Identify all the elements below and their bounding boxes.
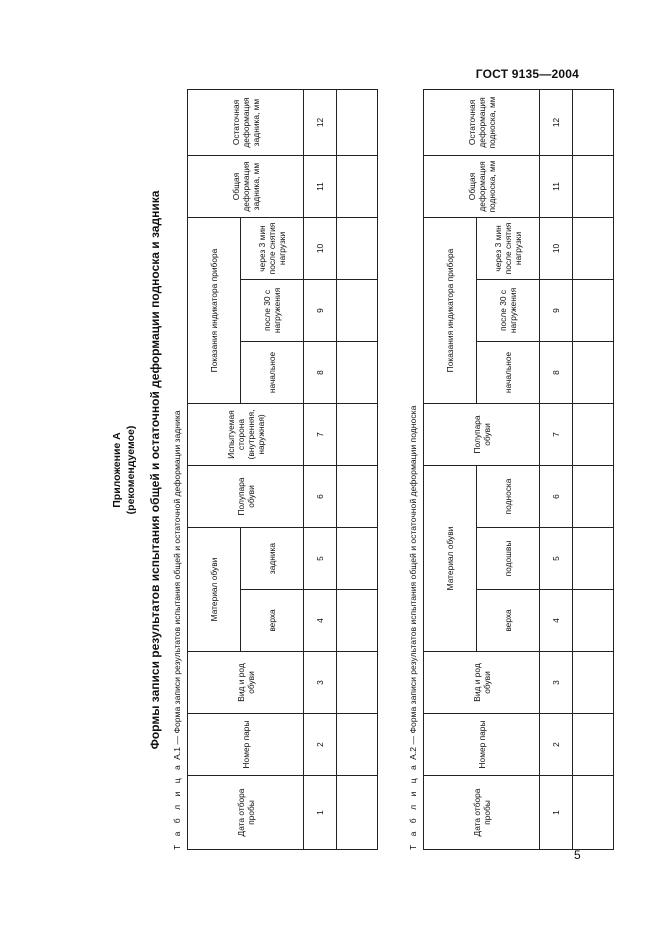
t2-num: 12	[540, 89, 573, 155]
table1-caption: Т а б л и ц а А.1 — Форма записи результатов испытания общей и остаточной деформации задника	[172, 410, 182, 850]
t2-num: 2	[540, 714, 573, 776]
t2-h-upper: верха	[477, 590, 540, 652]
t2-num: 6	[540, 465, 573, 527]
t1-h-resid: Остаточная деформация задника, мм	[188, 90, 304, 156]
t2-h-after30: после 30 с нагружения	[477, 279, 540, 341]
t2-h-material: Материал обуви	[424, 465, 477, 651]
t2-h-pair: Номер пары	[424, 714, 540, 776]
t1-empty-cell	[337, 90, 378, 156]
t1-empty-cell	[337, 404, 378, 466]
t2-empty-cell	[573, 217, 614, 279]
t1-num: 6	[304, 466, 337, 528]
t2-num: 1	[540, 776, 573, 850]
t1-num: 3	[304, 652, 337, 714]
t1-h-material: Материал обуви	[188, 528, 241, 652]
t2-num: 5	[540, 528, 573, 590]
t2-empty-cell	[573, 528, 614, 590]
appendix-note: (рекомендуемое)	[125, 425, 137, 515]
t2-num: 8	[540, 341, 573, 403]
t2-h-total: Общая деформация подноска, мм	[424, 155, 540, 217]
appendix-heading	[110, 90, 138, 850]
t1-empty-cell	[337, 590, 378, 652]
t2-h-size: Полупара обуви	[424, 403, 540, 465]
t2-empty-cell	[573, 279, 614, 341]
t2-num: 11	[540, 155, 573, 217]
t1-num: 12	[304, 90, 337, 156]
t2-h-toe: подноска	[477, 465, 540, 527]
t1-num: 1	[304, 776, 337, 850]
t1-h-heel: задника	[241, 528, 304, 590]
table1	[187, 89, 378, 850]
t2-num: 7	[540, 403, 573, 465]
t2-h-type: Вид и род обуви	[424, 652, 540, 714]
t1-num: 10	[304, 218, 337, 280]
t1-num: 2	[304, 714, 337, 776]
rotated-content	[110, 90, 590, 850]
t2-empty-cell	[573, 155, 614, 217]
t2-empty-cell	[573, 465, 614, 527]
t2-num: 4	[540, 590, 573, 652]
t1-num: 8	[304, 342, 337, 404]
t2-empty-cell	[573, 89, 614, 155]
t2-empty-cell	[573, 776, 614, 850]
t2-h-after3: через 3 мин после снятия нагрузки	[477, 217, 540, 279]
t2-h-resid: Остаточная деформация подноска, мм	[424, 89, 540, 155]
t1-num: 5	[304, 528, 337, 590]
t1-empty-cell	[337, 714, 378, 776]
t1-h-date: Дата отбора пробы	[188, 776, 304, 850]
t1-h-after30: после 30 с нагружения	[241, 280, 304, 342]
t1-empty-cell	[337, 218, 378, 280]
t2-empty-cell	[573, 652, 614, 714]
t2-num: 3	[540, 652, 573, 714]
table2-caption: Т а б л и ц а А.2 — Форма записи результатов испытания общей и остаточной деформации подноска	[408, 405, 418, 850]
t2-empty-cell	[573, 403, 614, 465]
t1-h-indicator: Показания индикатора прибора	[188, 218, 241, 404]
page-number: 5	[574, 848, 581, 862]
t1-num: 9	[304, 280, 337, 342]
main-title: Формы записи результатов испытания общей и остаточной деформации подноска и задника	[148, 190, 162, 750]
t1-h-pair: Номер пары	[188, 714, 304, 776]
t1-h-after3: через 3 мин после снятия нагрузки	[241, 218, 304, 280]
t1-empty-cell	[337, 652, 378, 714]
t1-h-initial: начальное	[241, 342, 304, 404]
t2-h-sole: подошвы	[477, 528, 540, 590]
appendix-title: Приложение А	[111, 432, 123, 508]
t2-num: 9	[540, 279, 573, 341]
t1-h-upper: верха	[241, 590, 304, 652]
t1-h-size: Полупара обуви	[188, 466, 304, 528]
t1-h-type: Вид и род обуви	[188, 652, 304, 714]
table2	[423, 89, 614, 850]
t1-num: 4	[304, 590, 337, 652]
t2-h-indicator: Показания индикатора прибора	[424, 217, 477, 403]
t2-empty-cell	[573, 341, 614, 403]
t1-empty-cell	[337, 156, 378, 218]
t1-empty-cell	[337, 466, 378, 528]
t1-empty-cell	[337, 776, 378, 850]
t1-empty-cell	[337, 528, 378, 590]
t2-num: 10	[540, 217, 573, 279]
t2-h-date: Дата отбора пробы	[424, 776, 540, 850]
t1-empty-cell	[337, 280, 378, 342]
t1-empty-cell	[337, 342, 378, 404]
t1-num: 11	[304, 156, 337, 218]
t2-h-initial: начальное	[477, 341, 540, 403]
standard-number: ГОСТ 9135—2004	[475, 67, 579, 81]
t1-num: 7	[304, 404, 337, 466]
t2-empty-cell	[573, 714, 614, 776]
t1-h-total: Общая деформация задника, мм	[188, 156, 304, 218]
t1-h-side: Испытуемая сторона (внутренняя, наружная)	[188, 404, 304, 466]
t2-empty-cell	[573, 590, 614, 652]
